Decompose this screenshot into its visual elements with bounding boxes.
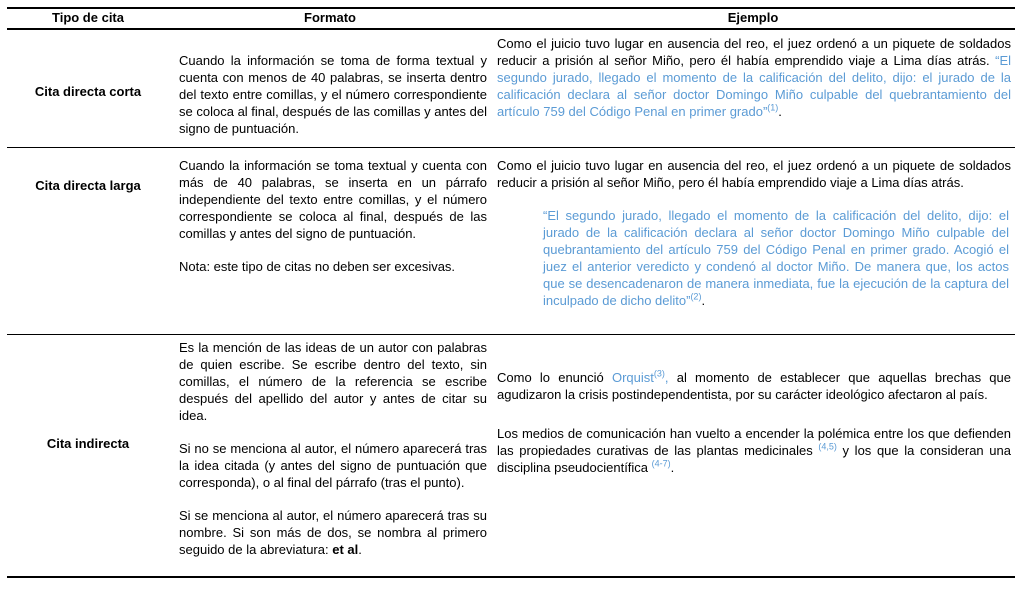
formato-cell [169, 335, 491, 576]
ejemplo-paragraph: Los medios de comunicación han vuelto a encender la polémica entre los que defienden las propiedades curativas de las plantas medicinales $^{(4,5)}$ y los que la consideran una disciplina pseudocientífica $^{(4-7)}$. [497, 426, 1011, 475]
citation-types-table [7, 7, 1015, 578]
formato-paragraph: Si se menciona al autor, el número aparecerá tras su nombre. Si son más de dos, se nombra al primero seguido de la abreviatura: et al. [179, 508, 487, 557]
ejemplo-paragraph: Como el juicio tuvo lugar en ausencia del reo, el juez ordenó a un piquete de soldados reducir a prisión al señor Miño, pero él había emprendido viaje a Lima días atrás. “El segundo jurado, llegado el momento de la calificación del delito, dijo: el jurado de la calificación declara al señor doctor Domingo Miño culpable del quebrantamiento del artículo 759 del Código Penal en primer grado”$^{(1)}$. [497, 36, 1011, 119]
row-label: Cita indirecta [46, 436, 130, 451]
ejemplo-paragraph: Como lo enunció Orquist$^{(3)}$, al momento de establecer que aquellas brechas que agudizaron la crisis postindependentista, por su carácter ideológico afectaron al país. [497, 368, 1011, 402]
formato-cell [169, 30, 491, 147]
table-header-row [7, 7, 1015, 30]
ejemplo-cell [491, 335, 1015, 576]
formato-cell [169, 148, 491, 334]
column-header-ejemplo: Ejemplo [727, 10, 779, 25]
ejemplo-cell [491, 30, 1015, 147]
formato-paragraph: Es la mención de las ideas de un autor con palabras de quien escribe. Se escribe dentro del texto, sin comillas, el número de la referencia se escribe después del apellido del autor y antes de citar su idea. [179, 340, 487, 423]
table-row-cita-directa-corta [7, 30, 1015, 148]
ejemplo-intro-paragraph: Como el juicio tuvo lugar en ausencia del reo, el juez ordenó a un piquete de soldados reducir a prisión al señor Miño, pero él había emprendido viaje a Lima días atrás. [497, 158, 1011, 190]
ejemplo-block-quote: “El segundo jurado, llegado el momento de la calificación del delito, dijo: el jurado de la calificación declara al señor doctor Domingo Miño culpable del quebrantamiento del artículo 759 del Código Penal en primer grado. Acogió el juez el anterior veredicto y condenó al doctor Miño. De manera que, los actos que se desencadenaron de manera inmediata, fue la ejecución de la captura del inculpado de dicho delito”$^{(2)}$. [543, 208, 1009, 308]
formato-paragraph: Si no se menciona al autor, el número aparecerá tras la idea citada (y antes del signo de puntuación que corresponda), o al final del párrafo (tras el punto). [179, 441, 487, 490]
formato-paragraph: Cuando la información se toma de forma textual y cuenta con menos de 40 palabras, se inserta dentro del texto entre comillas, y el número correspondiente se coloca al final, después de las comillas y antes del signo de puntuación. [179, 53, 487, 136]
column-header-tipo-de-cita: Tipo de cita [52, 10, 124, 25]
row-label: Cita directa corta [34, 84, 142, 99]
formato-paragraph: Cuando la información se toma textual y cuenta con más de 40 palabras, se inserta en un párrafo independiente del texto entre comillas, y el número correspondiente se coloca al final, después de las comillas y antes del signo de puntuación. [179, 158, 487, 241]
column-header-formato: Formato [304, 10, 356, 25]
table-row-cita-indirecta [7, 335, 1015, 578]
ejemplo-cell [491, 148, 1015, 334]
row-label: Cita directa larga [35, 178, 141, 193]
table-row-cita-directa-larga [7, 148, 1015, 335]
formato-note: Nota: este tipo de citas no deben ser excesivas. [179, 259, 456, 274]
